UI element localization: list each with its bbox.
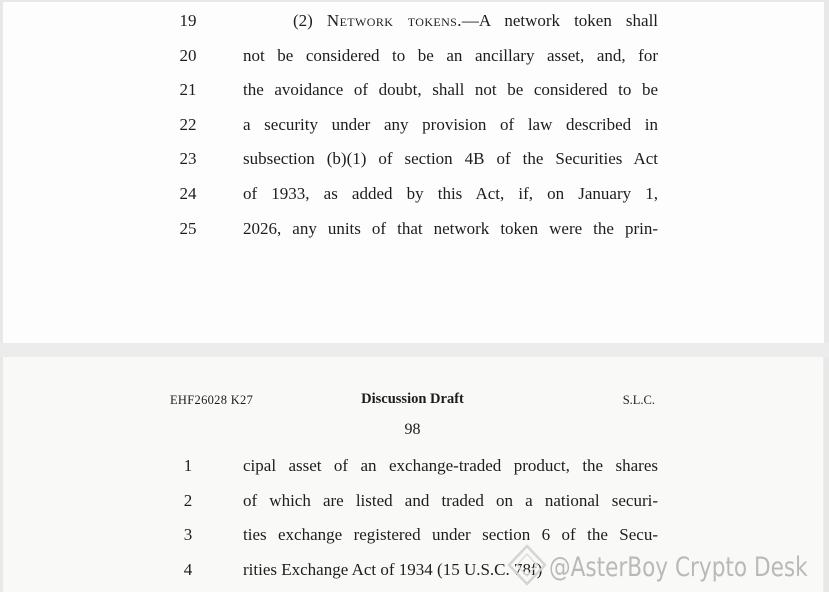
line-text-pre: (2) — [293, 11, 327, 30]
bill-line-19 — [3, 4, 824, 39]
line-number: 4 — [183, 559, 193, 579]
bill-line-23 — [3, 142, 824, 177]
line-number: 25 — [179, 218, 197, 238]
page-number: 98 — [404, 421, 421, 438]
line-text: subsection (b)(1) of section 4B of the Securities Act — [243, 149, 658, 169]
running-header — [3, 393, 823, 408]
line-number: 1 — [183, 456, 193, 475]
header-slc: S.L.C. — [622, 393, 655, 407]
bill-line-21 — [3, 73, 824, 108]
line-number: 23 — [179, 149, 197, 169]
line-text: the avoidance of doubt, shall not be considered to be — [243, 80, 658, 100]
page-gap — [0, 343, 829, 357]
bill-line-25 — [3, 212, 824, 247]
line-number: 24 — [179, 183, 197, 203]
page-fragment-top — [3, 2, 824, 343]
bill-line-3 — [3, 518, 823, 553]
line-number: 21 — [179, 80, 197, 100]
bill-line-24 — [3, 177, 824, 212]
line-text-post: —A network token shall — [461, 11, 659, 30]
header-title: Discussion Draft — [361, 391, 464, 407]
line-text — [243, 4, 658, 39]
watermark-text: @AsterBoy Crypto Desk — [549, 552, 808, 583]
bill-line-22 — [3, 108, 824, 143]
line-number: 3 — [183, 525, 193, 545]
bill-line-20 — [3, 39, 824, 74]
line-text: rities Exchange Act of 1934 (15 U.S.C. 78f) — [243, 559, 543, 579]
line-text: a security under any provision of law described in — [243, 114, 658, 134]
bill-lines-top — [3, 2, 824, 246]
line-text: cipal asset of an exchange-traded product, the shares — [243, 456, 658, 475]
line-text: ties exchange registered under section 6 of the Secu- — [243, 525, 658, 545]
page-fragment-bottom — [3, 357, 824, 592]
bill-line-4 — [3, 553, 823, 588]
line-number: 22 — [179, 114, 197, 134]
line-text: 2026, any units of that network token were the prin- — [243, 218, 658, 238]
line-text: not be considered to be an ancillary asset, and, for — [243, 45, 658, 65]
bill-lines-bottom — [3, 439, 823, 587]
line-text-smallcaps: Network tokens. — [326, 11, 462, 30]
bill-line-1 — [3, 449, 823, 484]
line-number: 19 — [179, 11, 197, 30]
bill-line-2 — [3, 484, 823, 519]
line-text: of which are listed and traded on a national securi- — [243, 490, 658, 510]
line-text: of 1933, as added by this Act, if, on January 1, — [243, 183, 658, 203]
line-number: 2 — [183, 490, 193, 510]
header-doc-code: EHF26028 K27 — [170, 393, 254, 407]
line-number: 20 — [179, 45, 197, 65]
